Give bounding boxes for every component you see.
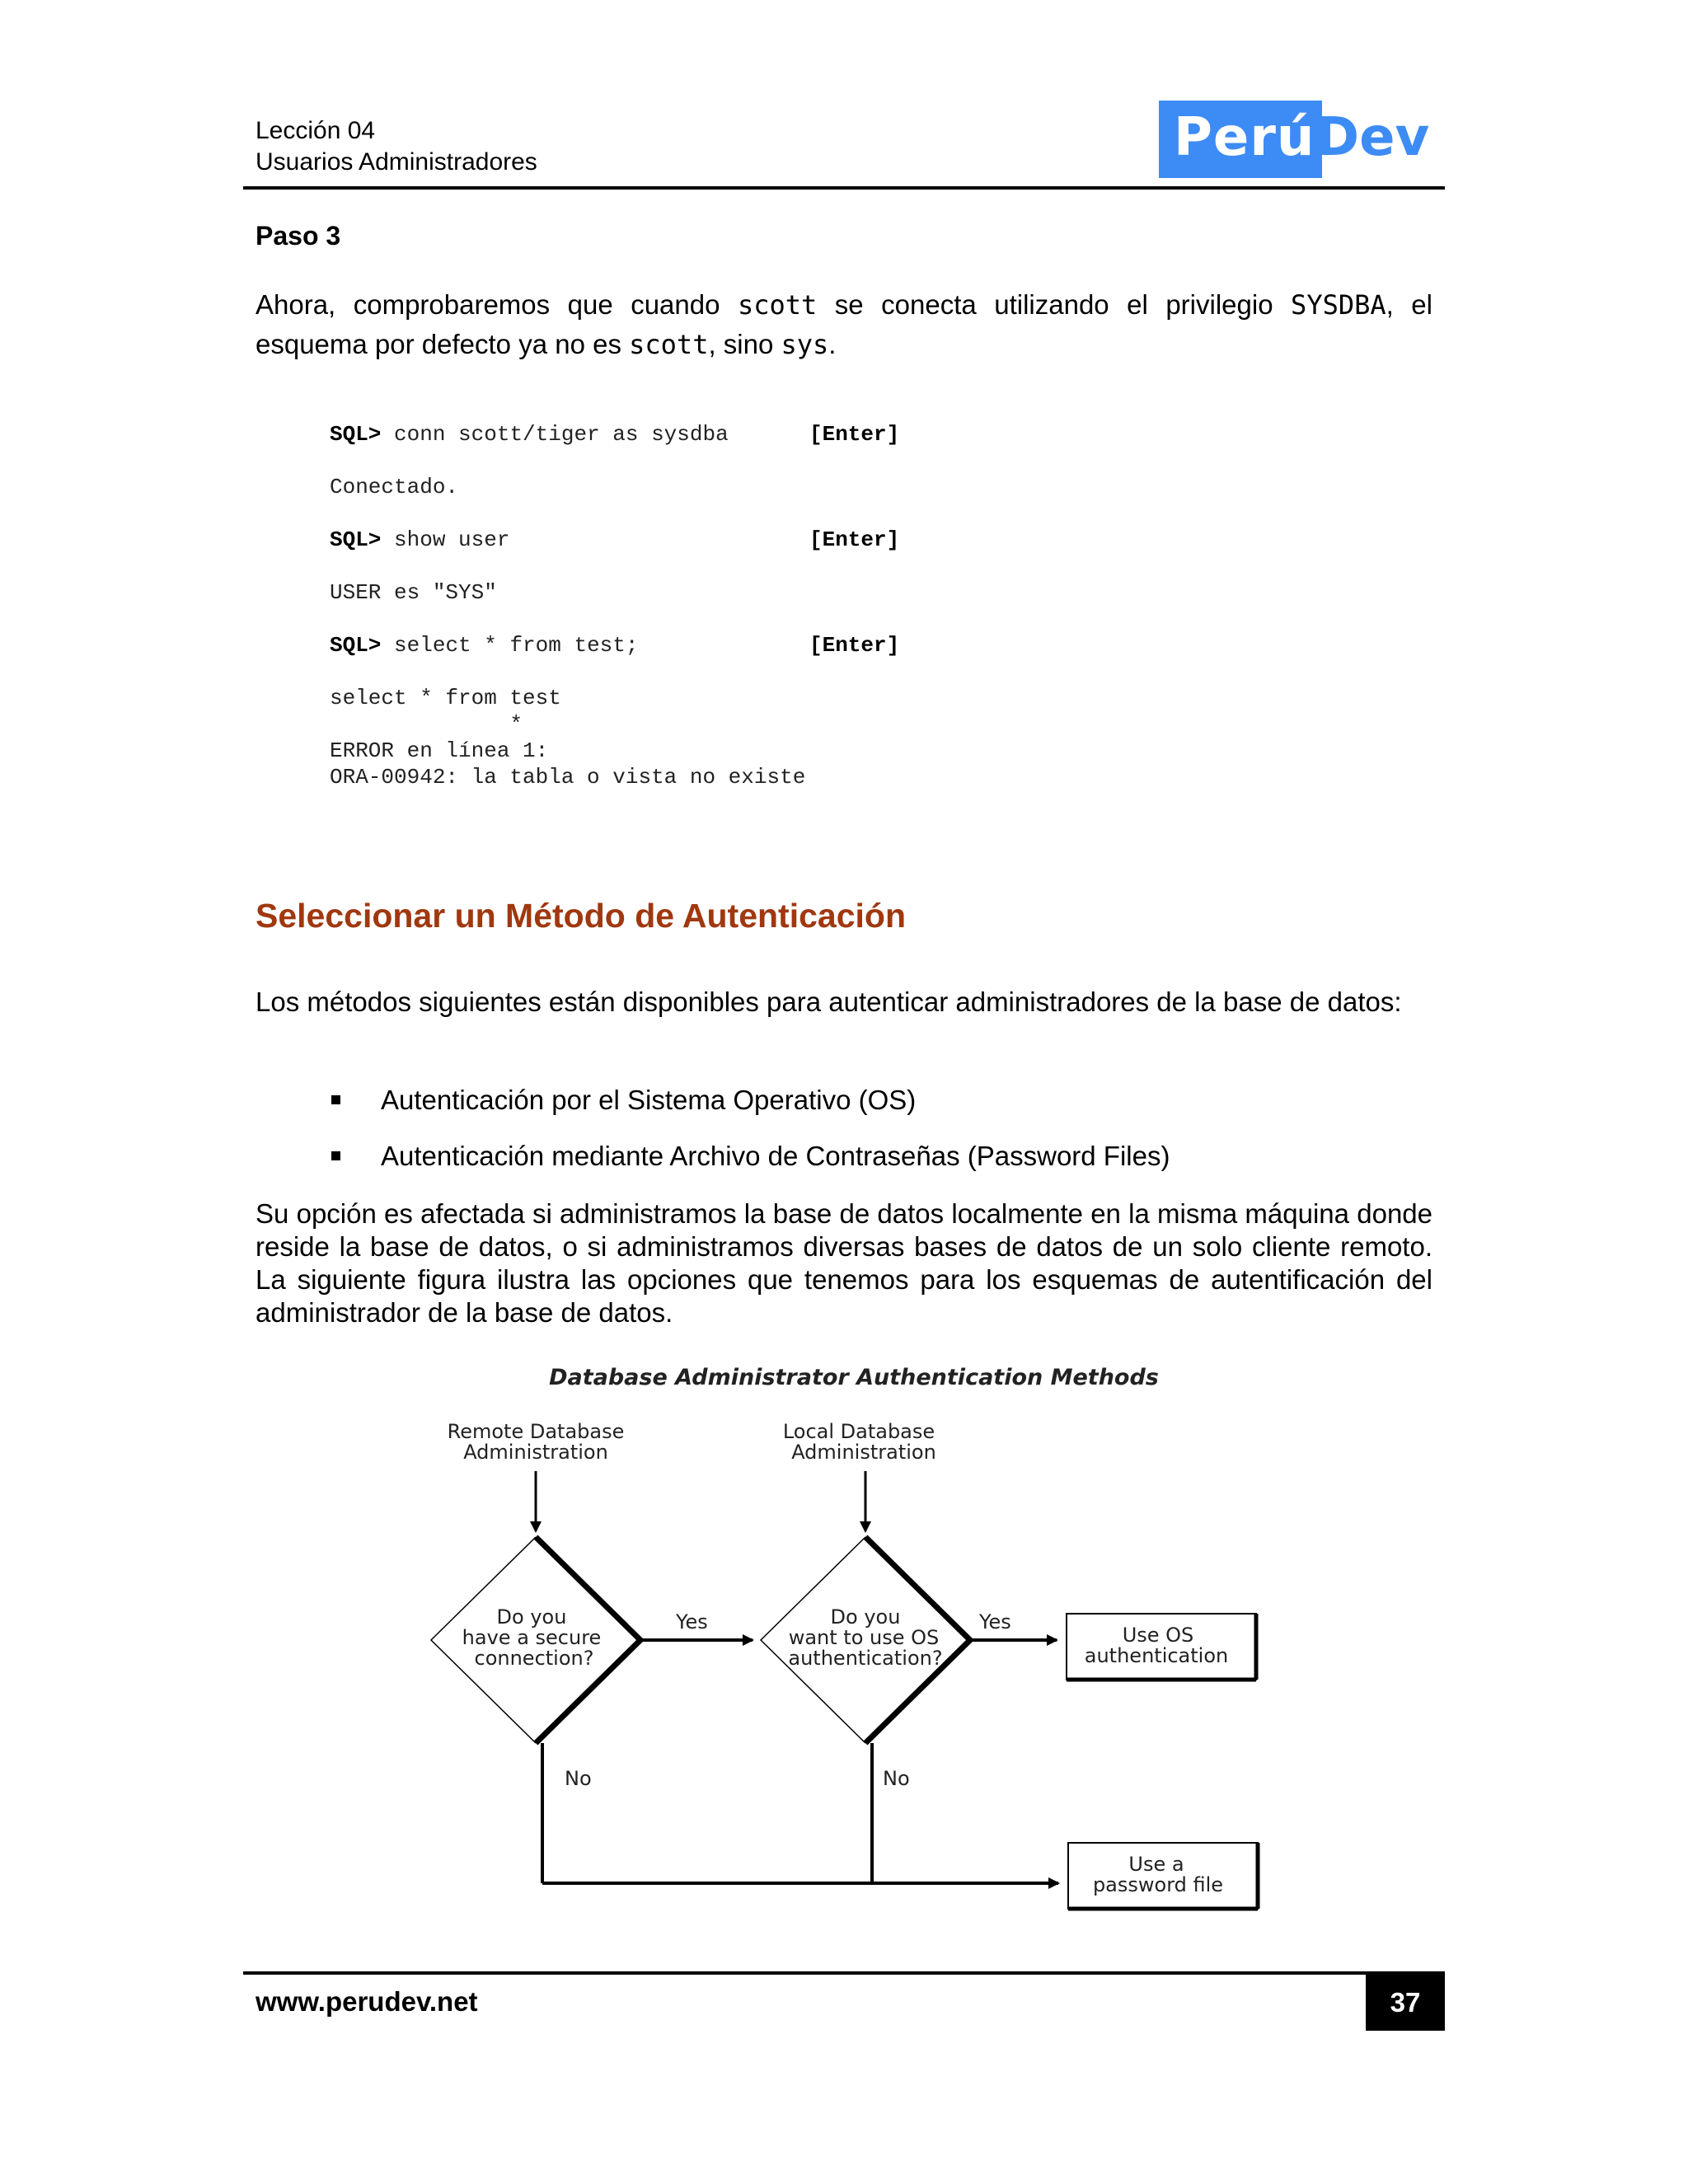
svg-text:Do you: Do you	[496, 1605, 567, 1629]
diagram-title: Database Administrator Authentication Methods	[549, 1365, 1159, 1390]
svg-text:want to use OS: want to use OS	[788, 1626, 940, 1649]
sysdba-term: SYSDBA	[1291, 289, 1386, 321]
intro-text: , sino	[708, 329, 781, 359]
footer-website-link[interactable]: www.perudev.net	[256, 1986, 478, 2017]
page-number: 37	[1366, 1975, 1445, 2031]
local-label-2: Administration	[791, 1441, 936, 1464]
intro-text: .	[828, 329, 837, 359]
intro-text: se conecta utilizando el privilegio	[817, 289, 1292, 320]
intro-text: , el esquema por defecto ya no es	[256, 289, 1432, 359]
bullet-icon	[331, 1151, 340, 1160]
bullet-item: Autenticación mediante Archivo de Contraseñas (Password Files)	[381, 1141, 1170, 1171]
sql-prompt: SQL>	[330, 422, 382, 447]
code-output-1: Conectado.	[330, 475, 459, 499]
decision-os-auth	[761, 1537, 970, 1743]
code-line-2	[330, 527, 509, 553]
enter-key-1: [Enter]	[809, 422, 900, 447]
lesson-number: Lección 04	[256, 117, 376, 144]
remote-label-2: Administration	[463, 1441, 608, 1464]
lesson-subtitle: Usuarios Administradores	[256, 148, 537, 176]
svg-text:authentication?: authentication?	[788, 1647, 943, 1670]
header-rule	[243, 186, 1445, 190]
local-label-1: Local Database	[782, 1420, 935, 1443]
section-intro: Los métodos siguientes están disponibles para autenticar administradores de la base de datos:	[256, 987, 1402, 1017]
flowchart	[346, 1352, 1335, 1929]
svg-text:Use a: Use a	[1128, 1853, 1184, 1876]
step-intro	[256, 285, 1432, 364]
yes-label-2: Yes	[979, 1610, 1011, 1633]
code-output-3: select * from test * ERROR en línea 1: ORA-00942: la tabla o vista no existe	[330, 686, 806, 790]
sql-command: show user	[394, 527, 510, 552]
intro-text: Ahora, comprobaremos que cuando	[256, 289, 738, 320]
sql-command: conn scott/tiger as sysdba	[394, 422, 729, 447]
section-title: Seleccionar un Método de Autenticación	[256, 897, 906, 935]
sql-prompt: SQL>	[330, 633, 382, 658]
sql-command: select * from test;	[394, 633, 639, 658]
no-label-2: No	[883, 1767, 910, 1790]
decision-secure-connection	[431, 1537, 640, 1743]
logo-word-peru: Perú	[1174, 107, 1315, 168]
header	[256, 115, 537, 178]
sql-prompt: SQL>	[330, 527, 382, 552]
step-title: Paso 3	[256, 221, 341, 251]
svg-text:Do you: Do you	[830, 1605, 901, 1629]
bullet-item: Autenticación por el Sistema Operativo (OS)	[381, 1085, 917, 1115]
code-line-1	[330, 421, 729, 448]
perudev-logo	[1159, 101, 1430, 178]
auth-methods-diagram	[346, 1352, 1335, 1929]
code-output-2: USER es "SYS"	[330, 580, 497, 605]
enter-key-3: [Enter]	[809, 633, 900, 658]
svg-text:authentication: authentication	[1084, 1644, 1229, 1667]
use-os-auth-box	[1067, 1614, 1256, 1680]
no-label-1: No	[565, 1767, 592, 1790]
svg-text:have a secure: have a secure	[462, 1626, 602, 1649]
scott-term: scott	[629, 329, 709, 360]
bullet-icon	[331, 1095, 340, 1104]
enter-key-2: [Enter]	[809, 527, 900, 552]
code-line-3	[330, 632, 638, 658]
scott-term: scott	[737, 289, 818, 321]
remote-label-1: Remote Database	[447, 1420, 625, 1443]
sys-term: sys	[781, 329, 829, 360]
svg-text:password file: password file	[1092, 1873, 1224, 1896]
svg-text:connection?: connection?	[474, 1647, 594, 1670]
logo-word-dev: Dev	[1315, 107, 1430, 168]
yes-label-1: Yes	[676, 1610, 708, 1633]
footer-rule	[243, 1971, 1445, 1975]
svg-text:Use OS: Use OS	[1122, 1624, 1194, 1647]
section-paragraph: Su opción es afectada si administramos la base de datos localmente en la misma máquina donde reside la base de datos, o si administramos diversas bases de datos de un solo cliente remoto. La siguiente figura ilustra las opciones que tenemos para los esquemas de autentificación del administrador de la base de datos.	[256, 1198, 1432, 1328]
use-password-file-box	[1068, 1843, 1258, 1909]
